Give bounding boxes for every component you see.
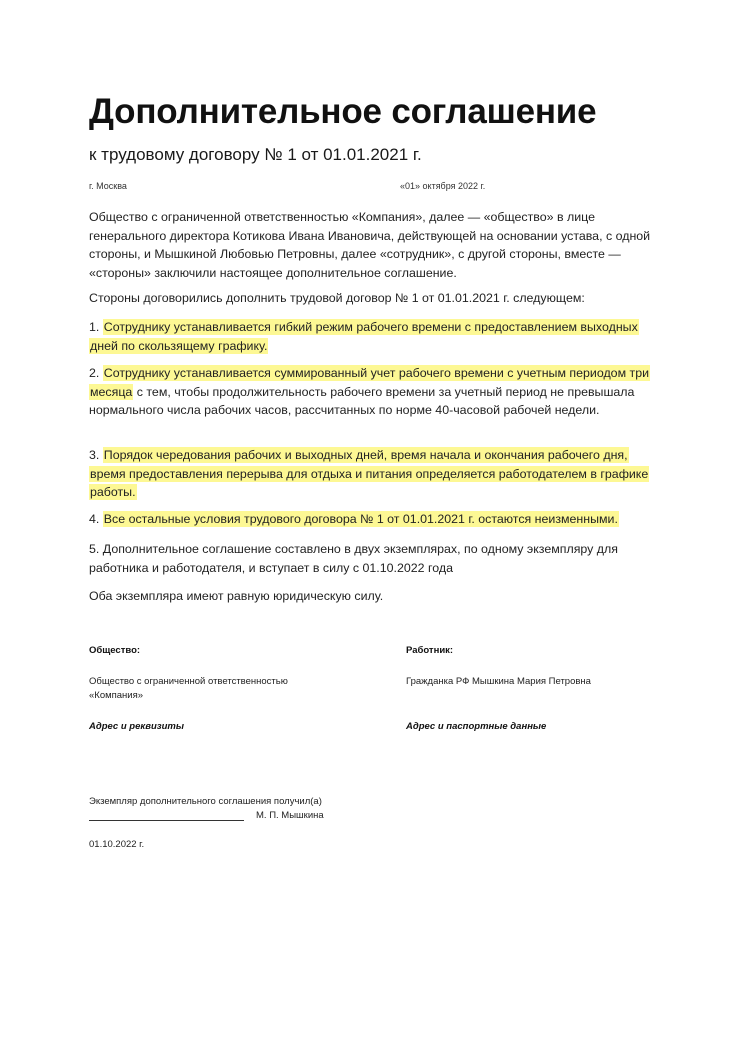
document-subtitle: к трудовому договору № 1 от 01.01.2021 г. [89,145,422,164]
employee-signature-heading: Работник: [406,645,454,656]
clause-highlighted-text: Все остальные условия трудового договора № 1 от 01.01.2021 г. остаются неизменными. [103,512,618,526]
clause-highlighted-text: Сотруднику устанавливается гибкий режим рабочего времени с предоставлением выходных дней по скользящему графику. [90,320,638,353]
employee-name: Гражданка РФ Мышкина Мария Петровна [406,676,591,687]
signature-rule [89,809,244,821]
clause-4 [89,510,664,529]
clause-highlighted-text: Порядок чередования рабочих и выходных дней, время начала и окончания рабочего дня, время предоставления перерыва для отдыха и питания определяется работодателем в графике работы. [90,448,649,499]
preamble-paragraph: Общество с ограниченной ответственностью «Компания», далее — «общество» в лице генерального директора Котикова Ивана Ивановича, действующей на основании устава, с одной стороны, и Мышкиной Любовью Петровны, далее «сотрудник», с другой стороны, вместе — «стороны» заключили настоящее дополнительное соглашение. [89,210,651,280]
clause-text: Дополнительное соглашение составлено в двух экземплярах, по одному экземпляру для работника и работодателя, и вступает в силу с 01.10.2022 года [89,542,618,575]
company-signature-heading: Общество: [89,645,141,656]
agreement-intro: Стороны договорились дополнить трудовой договор № 1 от 01.01.2021 г. следующем: [89,291,585,305]
equal-force-note: Оба экземпляра имеют равную юридическую силу. [89,589,384,603]
clause-1 [89,318,664,355]
company-details-label: Адрес и реквизиты [89,721,184,732]
clause-number: 2. [89,366,100,380]
document-title: Дополнительное соглашение [89,92,597,131]
clause-2 [89,364,664,420]
clause-number: 5. [89,542,100,556]
document-date: «01» октября 2022 г. [400,181,486,191]
clause-number: 1. [89,320,100,334]
company-name: Общество с ограниченной ответственностью «Компания» [89,676,288,701]
clause-number: 3. [89,448,100,462]
clause-number: 4. [89,512,100,526]
receipt-date: 01.10.2022 г. [89,839,145,850]
receipt-signature-line [89,809,334,821]
document-place: г. Москва [89,181,127,191]
clause-text: с тем, чтобы продолжительность рабочего времени за учетный период не превышала нормального числа рабочих часов, рассчитанных по норме 40-часовой рабочей недели. [89,384,635,417]
receipt-signer: М. П. Мышкина [256,810,324,821]
receipt-label: Экземпляр дополнительного соглашения получил(а) [89,796,322,807]
clause-highlighted-text: Сотруднику устанавливается суммированный учет рабочего времени с учетным периодом три месяца [90,366,650,399]
employee-details-label: Адрес и паспортные данные [406,721,547,732]
clause-5 [89,540,664,577]
clause-3 [89,446,664,502]
